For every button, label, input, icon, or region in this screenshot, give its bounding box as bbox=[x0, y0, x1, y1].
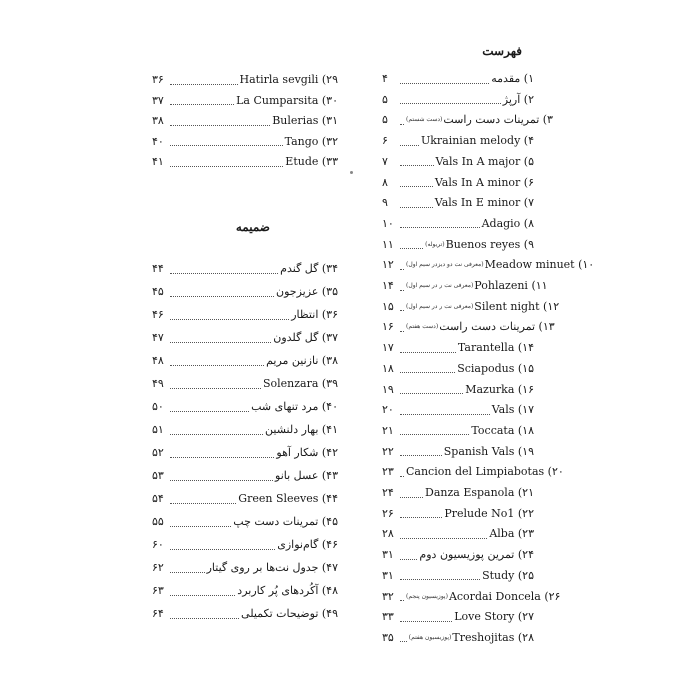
toc-entry bbox=[152, 468, 338, 484]
dot-leader bbox=[170, 341, 271, 343]
toc-entry bbox=[152, 376, 338, 392]
toc-entry bbox=[152, 93, 338, 109]
toc-title-group bbox=[436, 154, 535, 170]
toc-title-group bbox=[465, 382, 534, 398]
dot-leader bbox=[170, 103, 234, 105]
toc-title-group bbox=[444, 444, 534, 460]
dot-leader bbox=[400, 578, 480, 580]
toc-page-number: ۲۴ bbox=[382, 486, 394, 499]
toc-title: Toccata (۱۸ bbox=[471, 423, 534, 437]
toc-entry bbox=[382, 547, 534, 563]
toc-title: Treshojitas (۲۸ bbox=[452, 630, 534, 644]
toc-title: ۴۱) بهار دلنشین bbox=[265, 423, 338, 436]
toc-entry bbox=[152, 154, 338, 170]
toc-title: ۴۶) گام‌نوازی bbox=[277, 538, 338, 551]
toc-title: Ukrainian melody (۴ bbox=[420, 134, 534, 148]
toc-entry bbox=[152, 399, 338, 415]
toc-title: Vals In E minor (۷ bbox=[434, 196, 534, 210]
toc-title: ۴۳) عسل بانو bbox=[275, 469, 338, 482]
dot-leader bbox=[170, 456, 274, 458]
toc-page-number: ۵۰ bbox=[152, 400, 164, 413]
toc-page-number: ۲۸ bbox=[382, 527, 394, 541]
toc-title: Cancion del Limpiabotas (۲۰ bbox=[406, 465, 564, 479]
toc-page-number: ۴۵ bbox=[152, 285, 164, 298]
toc-title-group bbox=[237, 583, 338, 599]
toc-title: Green Sleeves (۴۴ bbox=[238, 492, 338, 505]
toc-title-group bbox=[275, 468, 338, 484]
toc-title: Danza Espanola (۲۱ bbox=[425, 486, 534, 499]
toc-title-group bbox=[263, 376, 338, 392]
toc-title: Pohlazeni (۱۱ bbox=[474, 279, 548, 292]
toc-title-group bbox=[503, 92, 534, 108]
dot-leader bbox=[400, 123, 404, 125]
toc-title-group bbox=[280, 261, 338, 277]
toc-page-number: ۴ bbox=[382, 72, 388, 85]
toc-page-number: ۵۵ bbox=[152, 515, 164, 528]
dot-leader bbox=[400, 371, 455, 373]
contents-heading: فهرست bbox=[482, 44, 522, 58]
toc-page-number: ۸ bbox=[382, 175, 388, 189]
toc-entry bbox=[382, 526, 534, 542]
toc-page-number: ۱۰ bbox=[382, 216, 394, 230]
dot-leader bbox=[400, 102, 501, 104]
toc-title: Vals (۱۷ bbox=[491, 403, 534, 417]
toc-entry bbox=[152, 491, 338, 507]
dot-leader bbox=[400, 268, 404, 270]
dot-leader bbox=[170, 387, 261, 389]
toc-entry bbox=[382, 589, 561, 605]
toc-title-group bbox=[406, 464, 564, 480]
toc-page-number: ۴۰ bbox=[152, 134, 164, 148]
toc-title-group bbox=[458, 340, 534, 356]
dot-leader bbox=[400, 330, 404, 332]
dot-leader bbox=[400, 185, 433, 187]
toc-entry bbox=[382, 382, 534, 398]
toc-page-number: ۳۲ bbox=[382, 589, 394, 603]
toc-title: Spanish Vals (۱۹ bbox=[443, 444, 534, 458]
dot-leader bbox=[400, 496, 423, 498]
toc-page-number: ۶۰ bbox=[152, 538, 164, 551]
toc-entry bbox=[382, 299, 560, 315]
toc-title: Acordai Doncela (۲۶ bbox=[448, 589, 561, 603]
toc-title: La Cumparsita (۳۰ bbox=[236, 93, 338, 107]
dot-leader bbox=[400, 558, 417, 560]
toc-title-group bbox=[425, 485, 534, 501]
toc-title-group bbox=[444, 506, 534, 522]
toc-title: ۳۴) گل گندم bbox=[280, 262, 338, 275]
dot-leader bbox=[170, 571, 205, 573]
toc-title: ۱۳) تمرینات دست راست bbox=[439, 320, 555, 334]
toc-title-group bbox=[238, 491, 338, 507]
toc-page-number: ۵۳ bbox=[152, 469, 164, 482]
toc-title: Vals In A major (۵ bbox=[435, 154, 534, 168]
toc-title: Solenzara (۳۹ bbox=[262, 377, 338, 390]
dot-leader bbox=[170, 502, 236, 504]
dot-leader bbox=[400, 413, 490, 415]
toc-title: ۴۰) مرد تنهای شب bbox=[251, 400, 338, 413]
dot-leader bbox=[400, 289, 404, 291]
toc-page-number: ۱۲ bbox=[382, 258, 394, 272]
toc-page-number: ۲۱ bbox=[382, 423, 394, 437]
dot-leader bbox=[400, 309, 404, 311]
toc-title-group bbox=[471, 423, 534, 439]
toc-entry bbox=[382, 485, 534, 501]
toc-page-number: ۴۸ bbox=[152, 354, 164, 367]
toc-entry bbox=[382, 133, 534, 149]
toc-title-group bbox=[406, 319, 555, 335]
toc-title-group bbox=[491, 71, 534, 87]
toc-title: ۳۸) نازنین مریم bbox=[266, 354, 338, 367]
toc-page-number: ۶۴ bbox=[152, 607, 164, 620]
toc-title-group bbox=[272, 113, 338, 129]
toc-entry bbox=[152, 284, 338, 300]
toc-entry bbox=[152, 606, 338, 622]
toc-page-number: ۴۴ bbox=[152, 262, 164, 275]
toc-entry bbox=[382, 464, 564, 480]
toc-title: Love Story (۲۷ bbox=[454, 610, 534, 624]
toc-page-number: ۲۶ bbox=[382, 506, 394, 520]
toc-page-number: ۵۲ bbox=[152, 446, 164, 459]
dot-leader bbox=[170, 124, 270, 126]
toc-entry bbox=[382, 71, 534, 87]
toc-page-number: ۴۶ bbox=[152, 308, 164, 321]
toc-title: Study (۲۵ bbox=[482, 568, 534, 582]
toc-title: Meadow minuet (۱۰ bbox=[484, 258, 595, 272]
dot-leader bbox=[170, 594, 235, 596]
toc-title: Bulerias (۳۱ bbox=[272, 114, 338, 128]
toc-title: Buenos reyes (۹ bbox=[445, 237, 534, 251]
toc-title-group bbox=[233, 514, 338, 530]
toc-entry bbox=[152, 560, 338, 576]
toc-entry bbox=[152, 537, 338, 553]
toc-page-number: ۱۶ bbox=[382, 320, 394, 334]
dot-leader bbox=[400, 454, 442, 456]
toc-page-number: ۵۱ bbox=[152, 423, 164, 436]
toc-title-group bbox=[454, 609, 534, 625]
toc-page-number: ۳۶ bbox=[152, 73, 164, 86]
dot-leader bbox=[170, 295, 274, 297]
toc-note: (معرفی نت ر در سیم اول) bbox=[406, 282, 474, 289]
toc-page-number: ۱۴ bbox=[382, 279, 394, 292]
toc-title-group bbox=[276, 284, 338, 300]
toc-title-group bbox=[406, 278, 548, 294]
toc-entry bbox=[152, 445, 338, 461]
dot-leader bbox=[400, 433, 469, 435]
toc-title: ۳۵) عزیزجون bbox=[276, 285, 338, 298]
toc-entry bbox=[382, 112, 553, 128]
toc-title-group bbox=[489, 526, 534, 542]
toc-entry bbox=[152, 261, 338, 277]
toc-title: Etude (۳۳ bbox=[285, 155, 338, 169]
toc-entry bbox=[382, 361, 534, 377]
toc-note: (معرفی نت ر در سیم اول) bbox=[406, 302, 474, 310]
toc-title: Silent night (۱۲ bbox=[474, 299, 560, 313]
toc-entry bbox=[382, 175, 534, 191]
toc-page-number: ۲۳ bbox=[382, 465, 394, 479]
dot-leader bbox=[170, 165, 283, 167]
toc-note: (تریوله) bbox=[425, 240, 445, 248]
dot-leader bbox=[170, 318, 289, 320]
toc-page-number: ۵ bbox=[382, 92, 388, 106]
toc-page-number: ۴۷ bbox=[152, 331, 164, 344]
toc-title-group bbox=[207, 560, 338, 576]
toc-title: ۴۲) شکار آهو bbox=[276, 446, 338, 459]
toc-title-group bbox=[406, 112, 553, 128]
toc-entry bbox=[382, 237, 534, 253]
toc-page-number: ۳۷ bbox=[152, 93, 164, 107]
toc-title: Tarantella (۱۴ bbox=[457, 341, 534, 355]
toc-note: (دست شستم) bbox=[406, 116, 443, 124]
dot-leader bbox=[400, 620, 452, 622]
toc-page-number: ۱۱ bbox=[382, 237, 394, 251]
toc-title: ۴۸) آکُردهای پُر کاربرد bbox=[237, 584, 338, 597]
dot-leader bbox=[170, 433, 263, 435]
toc-entry bbox=[382, 154, 534, 170]
toc-entry bbox=[382, 402, 534, 418]
toc-title-group bbox=[265, 422, 338, 438]
toc-page-number: ۳۱ bbox=[382, 548, 394, 562]
toc-entry bbox=[382, 506, 534, 522]
toc-entry bbox=[382, 444, 534, 460]
toc-title: ۲) آرپژ bbox=[502, 92, 534, 106]
toc-title-group bbox=[457, 361, 534, 377]
toc-title-group bbox=[266, 353, 338, 369]
toc-entry bbox=[382, 630, 534, 646]
toc-entry bbox=[152, 583, 338, 599]
toc-title: ۳) تمرینات دست راست bbox=[443, 113, 553, 127]
dot-leader bbox=[400, 392, 463, 394]
toc-title-group bbox=[482, 568, 534, 584]
toc-entry bbox=[152, 113, 338, 129]
toc-entry bbox=[382, 423, 534, 439]
toc-entry bbox=[382, 257, 595, 273]
toc-title-group bbox=[251, 399, 338, 415]
toc-page-number: ۱۵ bbox=[382, 299, 394, 313]
toc-entry bbox=[152, 307, 338, 323]
toc-entry bbox=[382, 609, 534, 625]
toc-entry bbox=[382, 92, 534, 108]
dot-leader bbox=[170, 272, 278, 274]
toc-entry bbox=[382, 278, 548, 294]
toc-title: ۳۶) انتظار bbox=[291, 308, 338, 321]
toc-title: Hatirla sevgili (۲۹ bbox=[239, 73, 338, 86]
toc-title-group bbox=[425, 237, 534, 253]
dot-leader bbox=[400, 82, 489, 84]
toc-page-number: ۵ bbox=[382, 113, 388, 127]
dot-leader bbox=[170, 525, 231, 527]
toc-title-group bbox=[406, 299, 559, 315]
toc-entry bbox=[152, 134, 338, 150]
toc-page-number: ۴۱ bbox=[152, 155, 164, 169]
toc-entry bbox=[382, 568, 534, 584]
dot-leader bbox=[170, 364, 264, 366]
toc-page-number: ۳۸ bbox=[152, 114, 164, 128]
dot-leader bbox=[400, 516, 442, 518]
page-speck bbox=[350, 171, 353, 174]
toc-entry bbox=[152, 353, 338, 369]
toc-title-group bbox=[435, 175, 534, 191]
toc-page-number: ۳۱ bbox=[382, 568, 394, 582]
dot-leader bbox=[400, 144, 419, 146]
toc-title: ۴۹) توضیحات تکمیلی bbox=[241, 607, 338, 620]
appendix-heading: ضمیمه bbox=[235, 220, 270, 234]
toc-page-number: ۱۹ bbox=[382, 382, 394, 396]
toc-note: (پوزیسیون پنجم) bbox=[406, 592, 448, 600]
dot-leader bbox=[170, 410, 249, 412]
toc-page-number: ۴۹ bbox=[152, 377, 164, 390]
toc-page-number: ۳۵ bbox=[382, 630, 394, 644]
toc-title-group bbox=[409, 630, 534, 646]
toc-page-number: ۳۳ bbox=[382, 610, 394, 624]
dot-leader bbox=[400, 537, 487, 539]
dot-leader bbox=[170, 548, 275, 550]
toc-title: Vals In A minor (۶ bbox=[434, 175, 534, 189]
toc-page-number: ۶۳ bbox=[152, 584, 164, 597]
toc-title-group bbox=[241, 606, 338, 622]
toc-note: (معرفی نت دو دیزدر سیم اول) bbox=[406, 261, 484, 269]
toc-entry bbox=[382, 216, 534, 232]
dot-leader bbox=[170, 144, 283, 146]
toc-entry bbox=[382, 195, 534, 211]
toc-title: ۲۴) تمرین پوزیسیون دوم bbox=[419, 548, 534, 562]
toc-title-group bbox=[421, 133, 534, 149]
toc-title-group bbox=[273, 330, 338, 346]
toc-title-group bbox=[285, 154, 338, 170]
toc-page-number: ۲۲ bbox=[382, 444, 394, 458]
dot-leader bbox=[400, 640, 407, 642]
toc-title: Sciapodus (۱۵ bbox=[457, 361, 534, 375]
toc-page-number: ۱۸ bbox=[382, 361, 394, 375]
toc-title-group bbox=[236, 93, 338, 109]
toc-title: Alba (۲۳ bbox=[489, 527, 534, 541]
dot-leader bbox=[400, 226, 480, 228]
toc-page-number: ۷ bbox=[382, 154, 388, 168]
toc-title: ۳۷) گل گلدون bbox=[273, 331, 338, 344]
toc-page-number: ۵۴ bbox=[152, 492, 164, 505]
toc-title-group bbox=[435, 195, 534, 211]
toc-title: Adagio (۸ bbox=[481, 216, 534, 230]
dot-leader bbox=[400, 599, 404, 601]
dot-leader bbox=[170, 479, 273, 481]
toc-title-group bbox=[492, 402, 534, 418]
dot-leader bbox=[400, 164, 434, 166]
toc-entry bbox=[382, 319, 555, 335]
toc-title: Tango (۳۲ bbox=[284, 134, 338, 148]
toc-page-number: ۶۲ bbox=[152, 561, 164, 574]
toc-note: (دست هفتم) bbox=[406, 323, 439, 331]
toc-entry bbox=[152, 422, 338, 438]
toc-title-group bbox=[240, 72, 339, 88]
toc-page-number: ۹ bbox=[382, 196, 388, 210]
toc-title-group bbox=[419, 547, 534, 563]
toc-title-group bbox=[276, 445, 338, 461]
dot-leader bbox=[400, 475, 404, 477]
toc-entry bbox=[382, 340, 534, 356]
dot-leader bbox=[170, 617, 239, 619]
toc-page-number: ۱۷ bbox=[382, 341, 394, 355]
dot-leader bbox=[400, 206, 433, 208]
toc-title-group bbox=[482, 216, 534, 232]
toc-title: ۴۷) جدول نت‌ها بر روی گیتار bbox=[206, 561, 338, 574]
toc-page-number: ۲۰ bbox=[382, 403, 394, 417]
toc-entry bbox=[152, 514, 338, 530]
toc-title: ۴۵) تمرینات دست چپ bbox=[233, 515, 338, 528]
toc-entry bbox=[152, 72, 338, 88]
toc-title: Prelude No1 (۲۲ bbox=[444, 506, 534, 520]
toc-title: Mazurka (۱۶ bbox=[465, 382, 534, 396]
dot-leader bbox=[170, 83, 238, 85]
dot-leader bbox=[400, 351, 456, 353]
toc-entry bbox=[152, 330, 338, 346]
toc-page-number: ۶ bbox=[382, 134, 388, 148]
toc-note: (پوزیسیون هفتم) bbox=[408, 633, 452, 641]
toc-title-group bbox=[406, 257, 594, 273]
toc-title-group bbox=[277, 537, 338, 553]
toc-title-group bbox=[285, 134, 338, 150]
toc-title: ۱) مقدمه bbox=[491, 72, 534, 85]
toc-title-group bbox=[291, 307, 338, 323]
dot-leader bbox=[400, 247, 423, 249]
toc-title-group bbox=[406, 589, 560, 605]
